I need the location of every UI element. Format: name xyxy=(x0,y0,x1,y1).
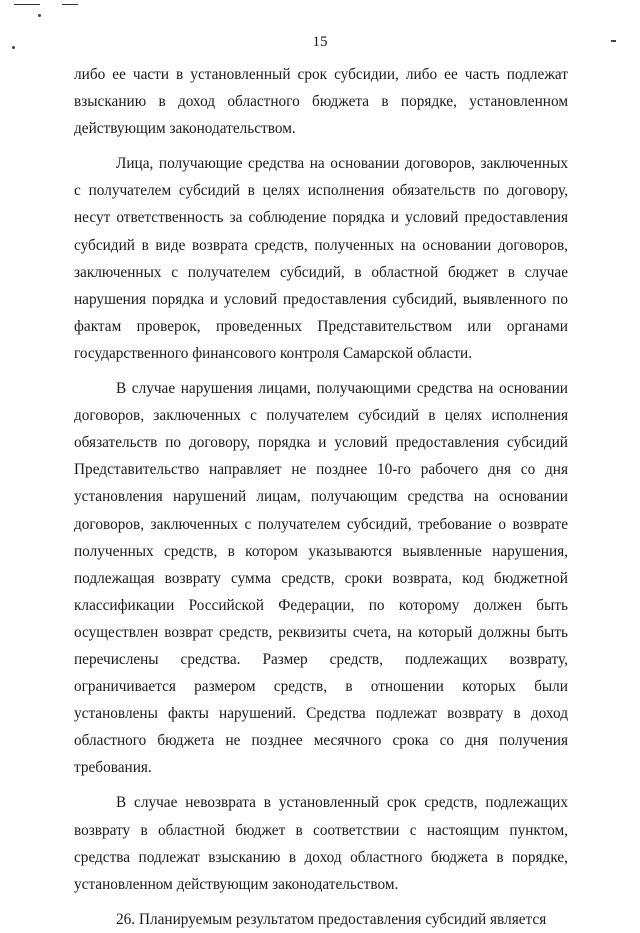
paragraph-violation-procedure: В случае нарушения лицами, получающими средства на основании договоров, заключенных с получателем субсидий в целях исполнения обязательств по договору, порядка и условий предоставления субсидий Представительство направляет не позднее 10-го рабочего дня со дня установления нарушений лицам, получающим средства на основании договоров, заключенных с получателем субсидий, требование о возврате полученных средств, в котором указываются выявленные нарушения, подлежащая возврату сумма средств, сроки возврата, код бюджетной классификации Российской Федерации, по которому должен быть осуществлен возврат средств, реквизиты счета, на который должны быть перечислены средства. Размер средств, подлежащих возврату, ограничивается размером средств, в отношении которых были установлены факты нарушений. Средства подлежат возврату в доход областного бюджета не позднее месячного срока со дня получения требования. xyxy=(74,380,568,777)
paragraph-responsibility: Лица, получающие средства на основании договоров, заключенных с получателем субсидий в целях исполнения обязательств по договору, несут ответственность за соблюдение порядка и условий предоставления субсидий в виде возврата средств, полученных на основании договоров, заключенных с получателем субсидий, в областной бюджет в случае нарушения порядка и условий предоставления субсидий, выявленного по фактам проверок, проведенных Представительством или органами государственного финансового контроля Самарской области. xyxy=(74,155,568,362)
scan-artifact-dot xyxy=(38,14,41,17)
document-body xyxy=(74,61,568,933)
scan-artifact-line xyxy=(14,4,40,5)
paragraph-continuation: либо ее части в установленный срок субсидии, либо ее часть подлежат взысканию в доход областного бюджета в порядке, установленном действующим законодательством. xyxy=(74,66,568,138)
scan-artifact-line xyxy=(62,4,78,5)
paragraph-non-return: В случае невозврата в установленный срок средств, подлежащих возврату в областной бюджет в соответствии с настоящим пунктом, средства подлежат взысканию в доход областного бюджета в порядке, установленном действующим законодательством. xyxy=(74,794,568,893)
page-number: 15 xyxy=(312,34,328,50)
paragraph-item-26: 26. Планируемым результатом предоставления субсидий является xyxy=(116,910,547,928)
